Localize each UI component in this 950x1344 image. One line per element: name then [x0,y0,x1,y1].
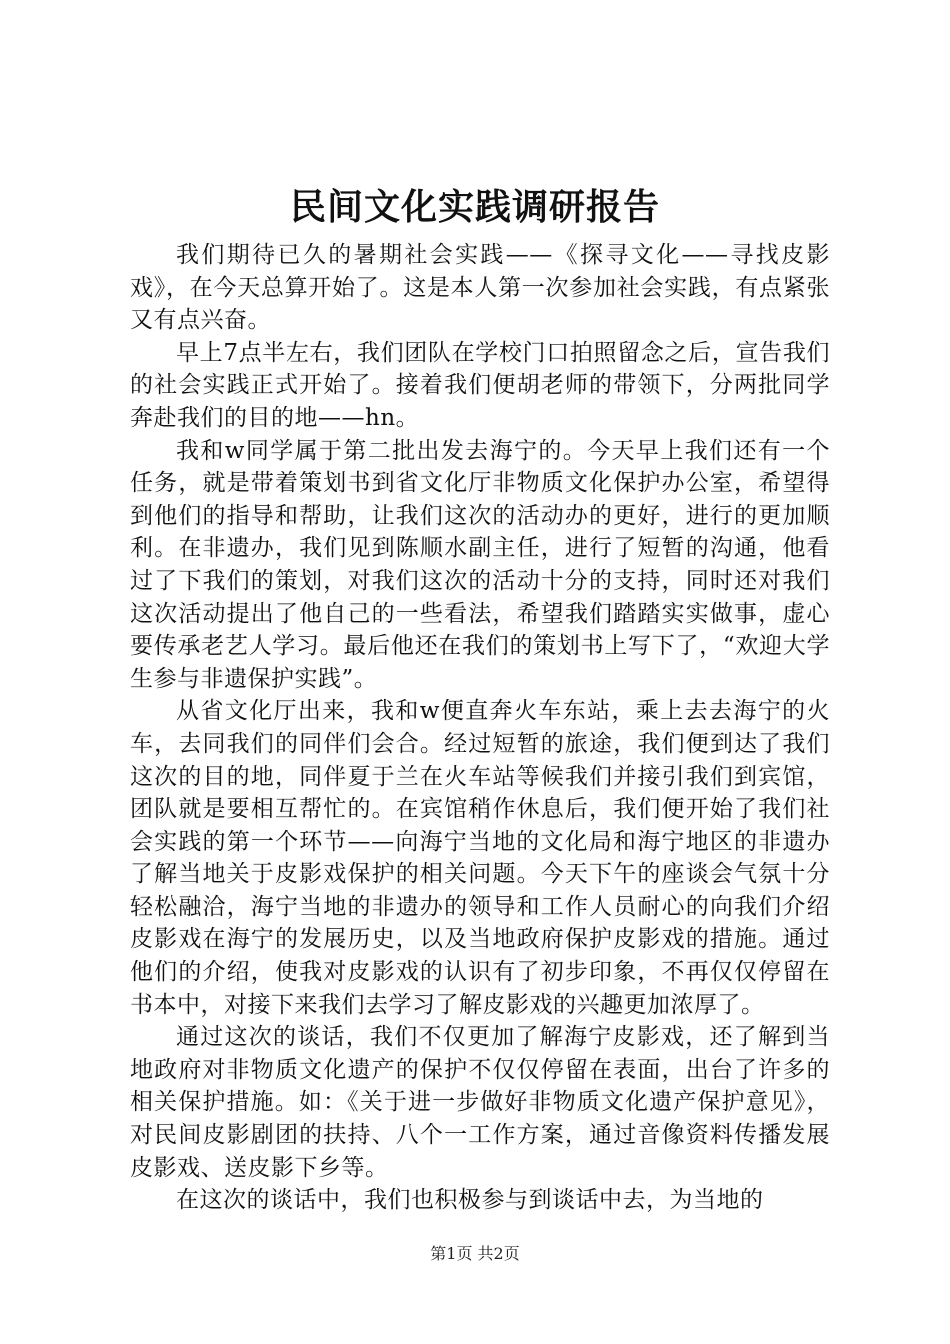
paragraph: 通过这次的谈话，我们不仅更加了解海宁皮影戏，还了解到当地政府对非物质文化遗产的保护不仅仅停留在表面，出台了许多的相关保护措施。如：《关于进一步做好非物质文化遗产保护意见》，对民间皮影剧团的扶持、八个一工作方案，通过音像资料传播发展皮影戏、送皮影下乡等。 [130,1024,830,1181]
paragraph: 早上7点半左右，我们团队在学校门口拍照留念之后，宣告我们的社会实践正式开始了。接着我们便胡老师的带领下，分两批同学奔赴我们的目的地——hn。 [130,339,830,431]
paragraph: 我们期待已久的暑期社会实践——《探寻文化——寻找皮影戏》，在今天总算开始了。这是本人第一次参加社会实践，有点紧张又有点兴奋。 [130,242,830,334]
paragraph: 在这次的谈话中，我们也积极参与到谈话中去，为当地的 [176,1187,764,1214]
paragraph: 从省文化厅出来，我和w便直奔火车东站，乘上去去海宁的火车，去同我们的同伴们会合。经过短暂的旅途，我们便到达了我们这次的目的地，同伴夏于兰在火车站等候我们并接引我们到宾馆，团队就是要相互帮忙的。在宾馆稍作休息后，我们便开始了我们社会实践的第一个环节——向海宁当地的文化局和海宁地区的非遗办了解当地关于皮影戏保护的相关问题。今天下午的座谈会气氛十分轻松融洽，海宁当地的非遗办的领导和工作人员耐心的向我们介绍皮影戏在海宁的发展历史，以及当地政府保护皮影戏的措施。通过他们的介绍，使我对皮影戏的认识有了初步印象，不再仅仅停留在书本中，对接下来我们去学习了解皮影戏的兴趣更加浓厚了。 [130,698,830,1018]
document-title: 民间文化实践调研报告 [289,187,660,228]
page-number-footer: 第1页 共2页 [430,1244,520,1263]
document-body [130,239,830,1217]
paragraph: 我和w同学属于第二批出发去海宁的。今天早上我们还有一个任务，就是带着策划书到省文化厅非物质文化保护办公室，希望得到他们的指导和帮助，让我们这次的活动办的更好，进行的更加顺利。在非遗办，我们见到陈顺水副主任，进行了短暂的沟通，他看过了下我们的策划，对我们这次的活动十分的支持，同时还对我们这次活动提出了他自己的一些看法，希望我们踏踏实实做事，虚心要传承老艺人学习。最后他还在我们的策划书上写下了，“欢迎大学生参与非遗保护实践”。 [130,437,830,692]
